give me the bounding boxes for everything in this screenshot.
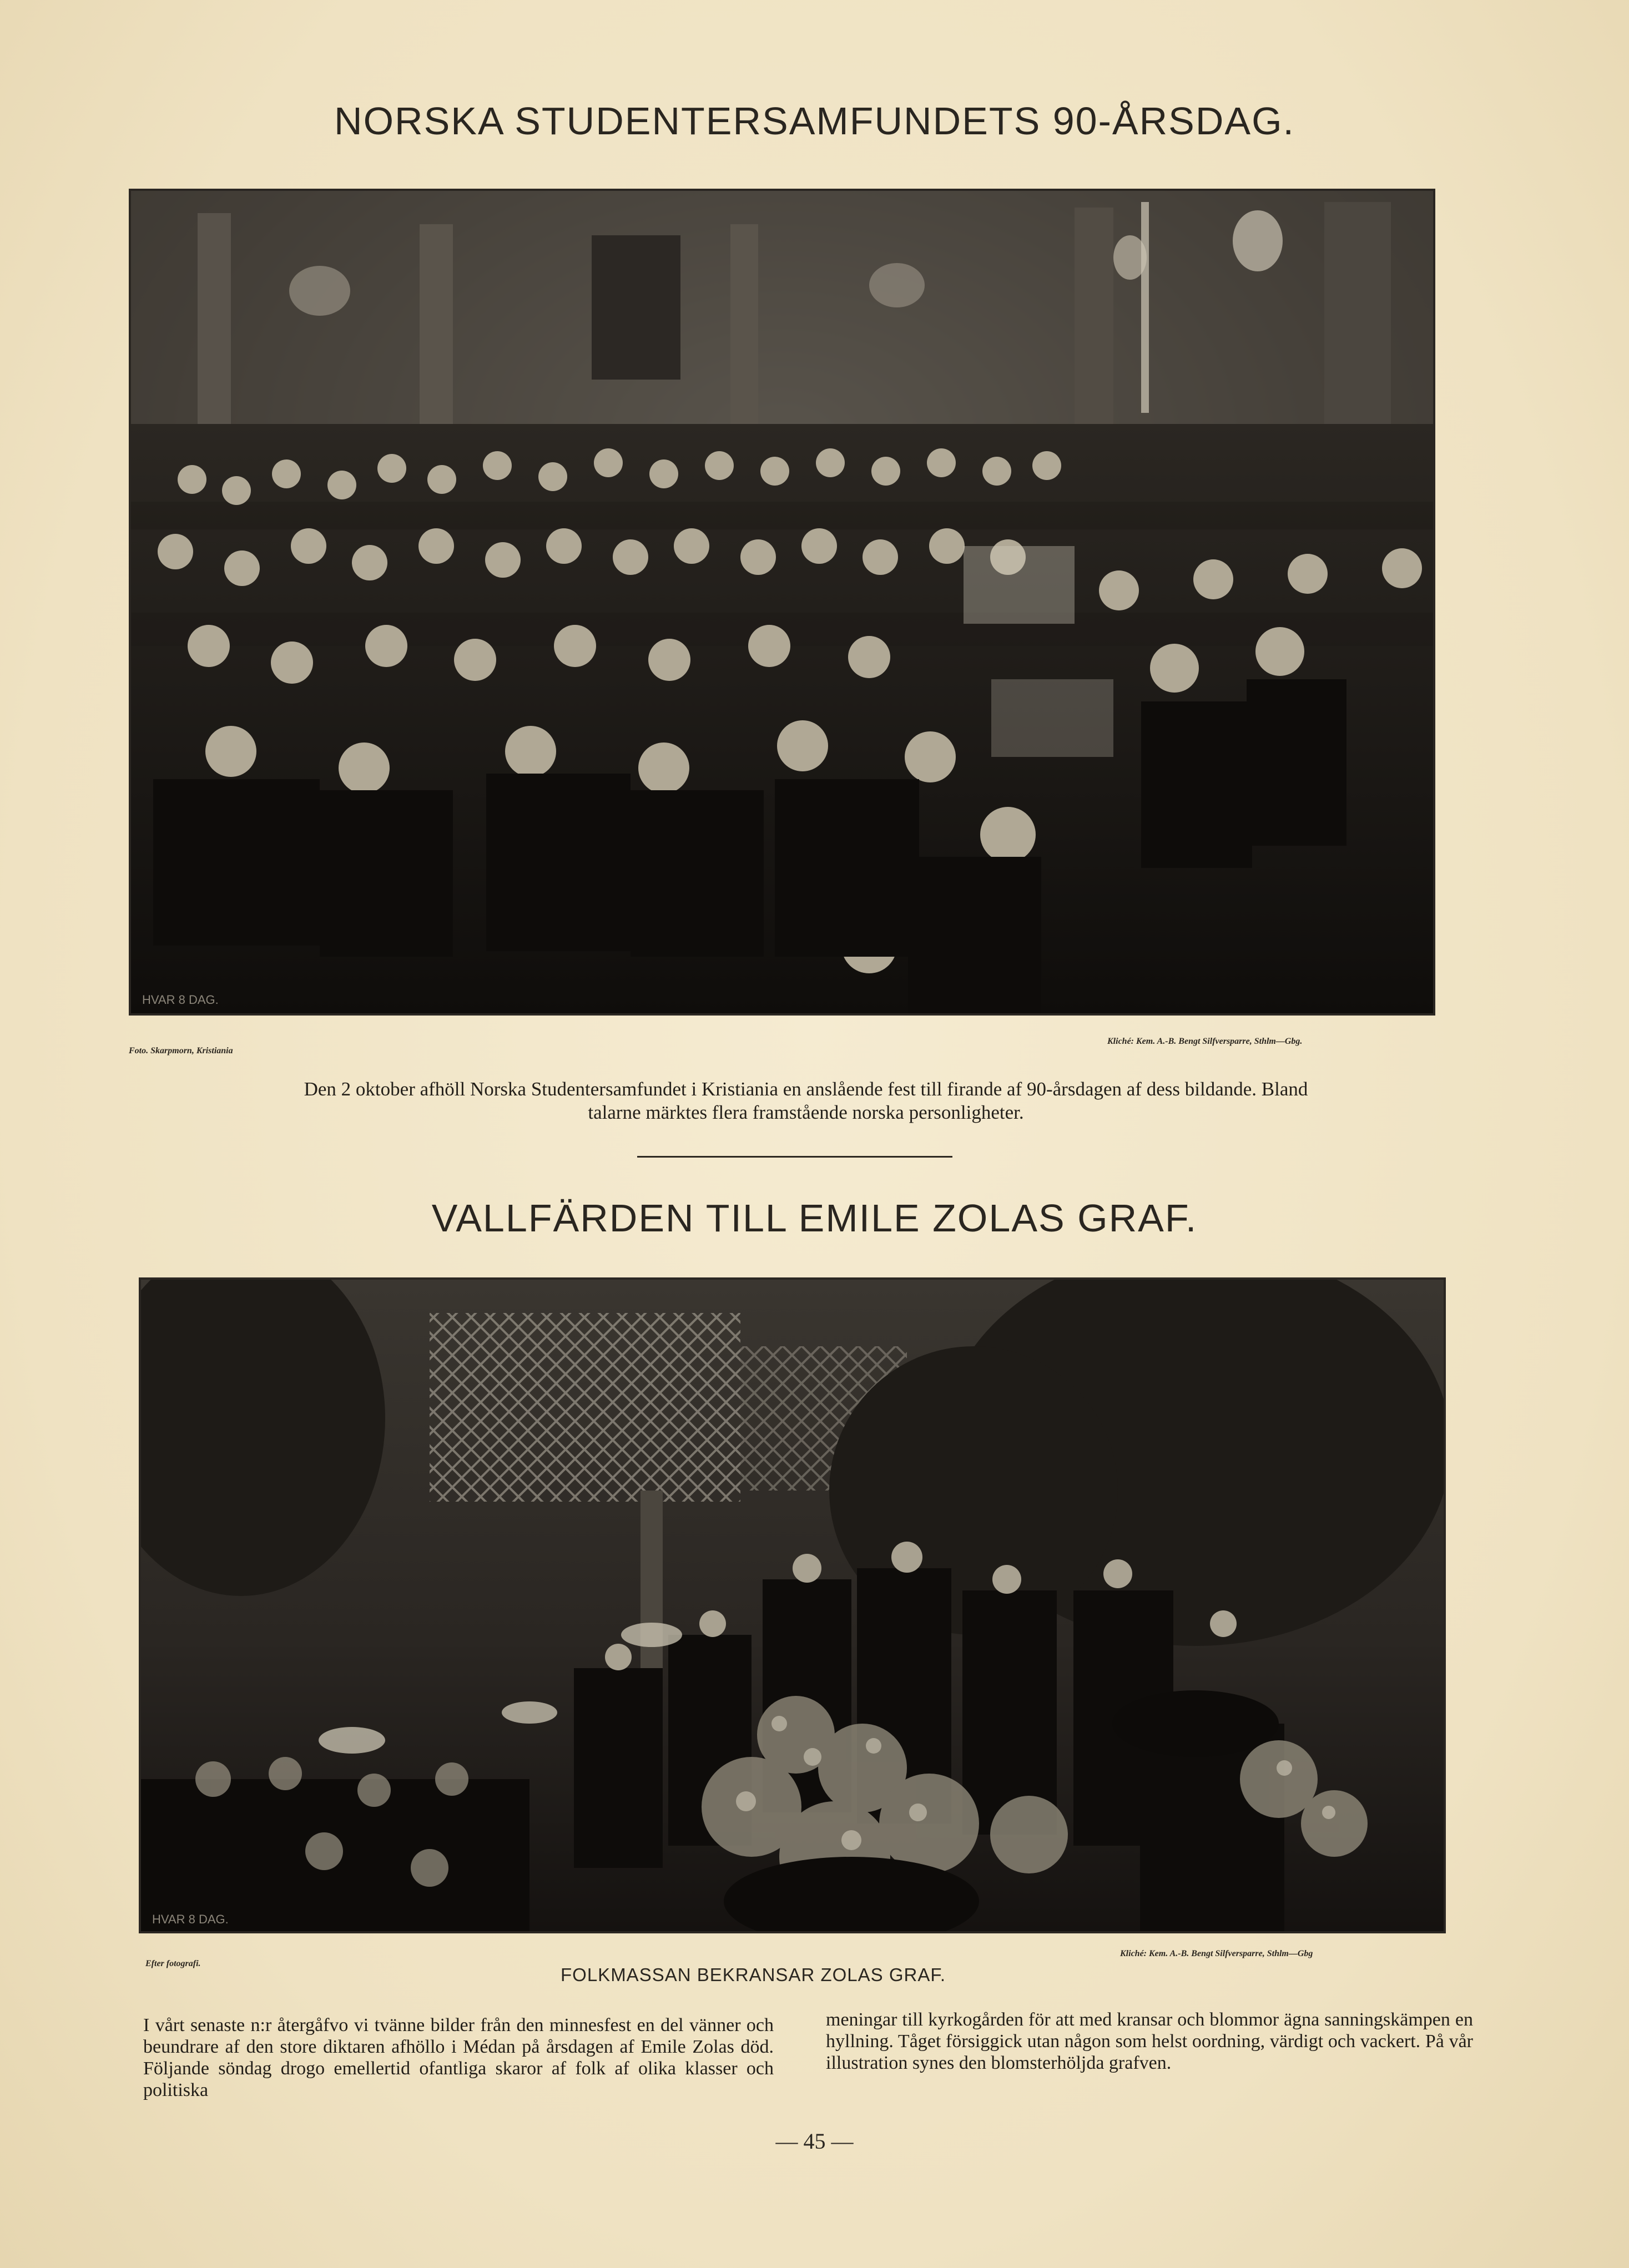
grave-photo (139, 1277, 1446, 1933)
section2-cliche-credit: Kliché: Kem. A.-B. Bengt Silfversparre, Sthlm—Gbg (1120, 1949, 1313, 1958)
section2-photo-credit: Efter fotografi. (145, 1959, 201, 1968)
section1-title: NORSKA STUDENTERSAMFUNDETS 90-ÅRSDAG. (334, 99, 1295, 143)
article-column-1: I vårt senaste n:r återgåfvo vi tvänne bilder från den minnesfest en del vänner och beundrare af den store diktaren afhöllo i Médan på årsdagen af Emile Zolas död. Följande söndag drogo emellertid ofantliga skaror af folk af olika klasser och politiska (143, 2015, 774, 2100)
banquet-photo-image (131, 191, 1433, 1013)
section1-caption-line2: talarne märktes flera framstående norska personligheter. (588, 1102, 1024, 1123)
grave-photo-image (141, 1280, 1444, 1931)
section1-photo-credit: Foto. Skarpmorn, Kristiania (129, 1046, 233, 1055)
section2-caption: FOLKMASSAN BEKRANSAR ZOLAS GRAF. (561, 1964, 946, 1985)
svg-text:HVAR 8 DAG.: HVAR 8 DAG. (142, 993, 219, 1007)
page-number: — 45 — (775, 2129, 854, 2154)
section1-cliche-credit: Kliché: Kem. A.-B. Bengt Silfversparre, Sthlm—Gbg. (1107, 1037, 1303, 1046)
banquet-photo (129, 189, 1435, 1016)
section1-caption (129, 1078, 1483, 1124)
svg-text:HVAR 8 DAG.: HVAR 8 DAG. (152, 1912, 229, 1926)
article-column-2: meningar till kyrkogården för att med kransar och blommor ägna sanningskämpen en hyllning. Tåget försiggick utan någon som helst oordning, värdigt och vackert. På vår illustration synes den blomsterhöljda grafven. (826, 2009, 1473, 2073)
section2-title: VALLFÄRDEN TILL EMILE ZOLAS GRAF. (431, 1196, 1198, 1240)
section1-caption-line1: Den 2 oktober afhöll Norska Studentersamfundet i Kristiania en anslående fest till firande af 90-årsdagen af dess bildande. Bland (304, 1078, 1308, 1100)
section-divider (637, 1156, 952, 1158)
